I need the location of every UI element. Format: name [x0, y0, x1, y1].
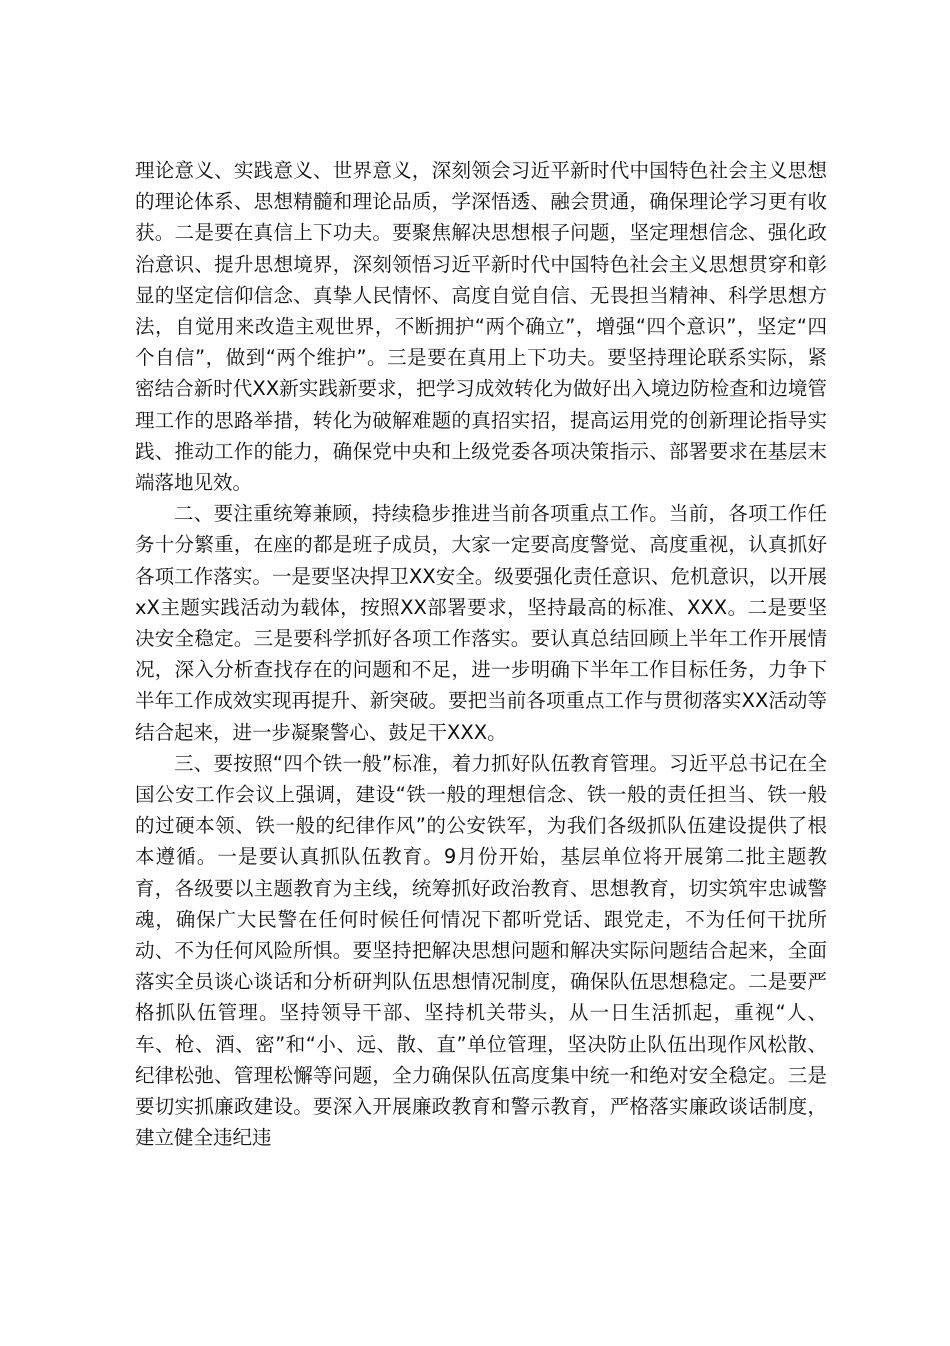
- paragraph-section-two: 二、要注重统筹兼顾，持续稳步推进当前各项重点工作。当前，各项工作任务十分繁重，在座的都是班子成员，大家一定要高度警觉、高度重视，认真抓好各项工作落实。一是要坚决捍卫XX安全。级要强化责任意识、危机意识，以开展xX主题实践活动为载体，按照XX部署要求，坚持最高的标准、XXX。二是要坚决安全稳定。三是要科学抓好各项工作落实。要认真总结回顾上半年工作开展情况，深入分析查找存在的问题和不足，进一步明确下半年工作目标任务，力争下半年工作成效实现再提升、新突破。要把当前各项重点工作与贯彻落实XX活动等结合起来，进一步凝聚警心、鼓足干XXX。: [135, 502, 827, 744]
- document-body: [135, 155, 827, 1154]
- paragraph-continuation: 理论意义、实践意义、世界意义，深刻领会习近平新时代中国特色社会主义思想的理论体系、思想精髓和理论品质，学深悟透、融会贯通，确保理论学习更有收获。二是要在真信上下功夫。要聚焦解决思想根子问题，坚定理想信念、强化政治意识、提升思想境界，深刻领悟习近平新时代中国特色社会主义思想贯穿和彰显的坚定信仰信念、真挚人民情怀、高度自觉自信、无畏担当精神、科学思想方法，自觉用来改造主观世界，不断拥护“两个确立”，增强“四个意识”，坚定“四个自信”，做到“两个维护”。三是要在真用上下功夫。要坚持理论联系实际，紧密结合新时代XX新实践新要求，把学习成效转化为做好出入境边防检查和边境管理工作的思路举措，转化为破解难题的真招实招，提高运用党的创新理论指导实践、推动工作的能力，确保党中央和上级党委各项决策指示、部署要求在基层末端落地见效。: [135, 159, 827, 495]
- paragraph-section-three: 三、要按照“四个铁一般”标准，着力抓好队伍教育管理。习近平总书记在全国公安工作会议上强调，建设“铁一般的理想信念、铁一般的责任担当、铁一般的过硬本领、铁一般的纪律作风”的公安铁军，为我们各级抓队伍建设提供了根本遵循。一是要认真抓队伍教育。9月份开始，基层单位将开展第二批主题教育，各级要以主题教育为主线，统筹抓好政治教育、思想教育，切实筑牢忠诚警魂，确保广大民警在任何时候任何情况下都听党话、跟党走，不为任何干扰所动、不为任何风险所惧。要坚持把解决思想问题和解决实际问题结合起来，全面落实全员谈心谈话和分析研判队伍思想情况制度，确保队伍思想稳定。二是要严格抓队伍管理。坚持领导干部、坚持机关带头，从一日生活抓起，重视“人、车、枪、酒、密”和“小、远、散、直”单位管理，坚决防止队伍出现作风松散、纪律松弛、管理松懈等问题，全力确保队伍高度集中统一和绝对安全稳定。三是要切实抓廉政建设。要深入开展廉政教育和警示教育，严格落实廉政谈话制度，建立健全违纪违: [135, 751, 827, 1150]
